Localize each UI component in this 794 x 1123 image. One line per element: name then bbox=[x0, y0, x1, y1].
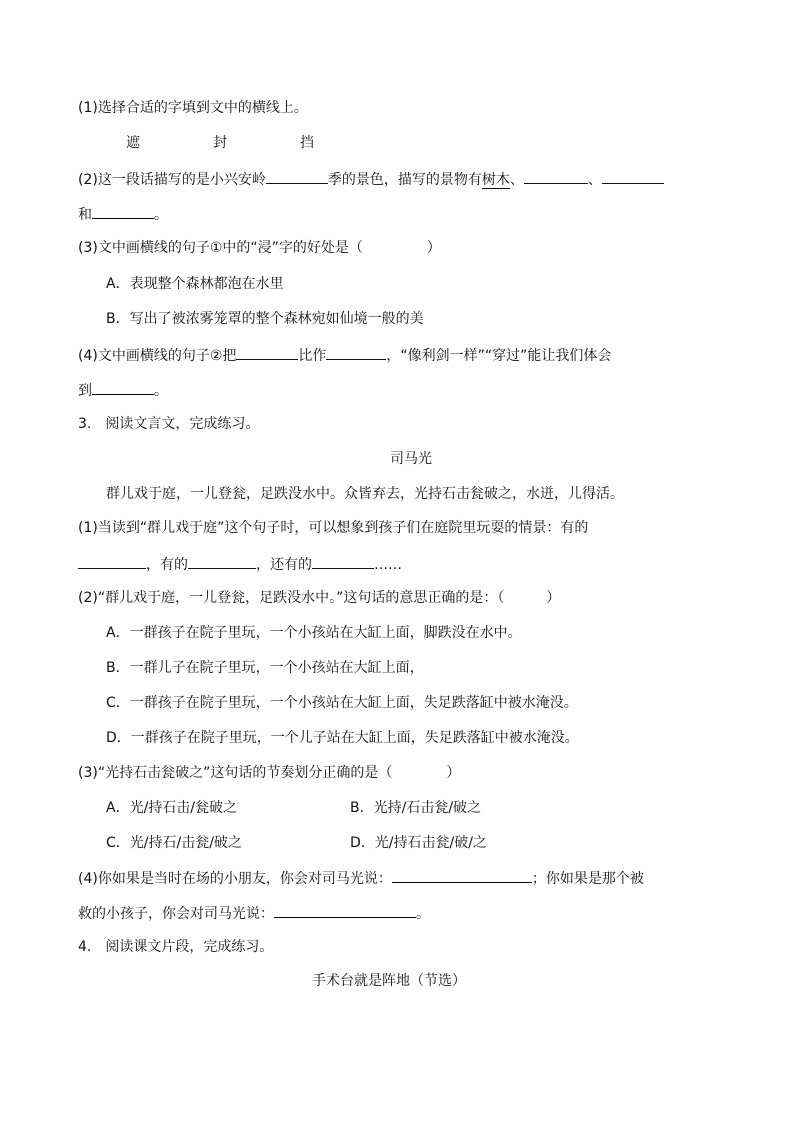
q2-part4-text-c: 比作 bbox=[298, 348, 327, 364]
q3-part3-option-b: B．光持/石击瓮/破之 bbox=[350, 800, 482, 816]
q2-part1-text: 选择合适的字填到文中的横线上。 bbox=[97, 100, 308, 116]
q2-choice-1: 遮 bbox=[126, 135, 140, 151]
q3-part3-close: ） bbox=[446, 765, 461, 781]
q2-part2-blank-2[interactable] bbox=[524, 168, 588, 184]
q3-part4-end: 。 bbox=[416, 906, 430, 922]
q2-part2-blank-season[interactable] bbox=[266, 168, 328, 184]
q2-choice-2: 封 bbox=[213, 135, 227, 151]
q3-part2-option-c: C．一群孩子在院子里玩，一个小孩站在大缸上面，失足跌落缸中被水淹没。 bbox=[106, 695, 578, 711]
q2-choice-3: 挡 bbox=[300, 135, 314, 151]
q3-part1-number: (1) bbox=[78, 520, 98, 536]
q2-part2-and: 和 bbox=[78, 207, 92, 223]
q3-part2 bbox=[78, 588, 560, 608]
q3-part3-option-c: C．光/持石/击瓮/破之 bbox=[106, 835, 242, 851]
q2-part4-end: 。 bbox=[154, 383, 168, 399]
q2-part2-text-b: 季的景色，描写的景物有 bbox=[327, 172, 482, 188]
q2-part4-text-b: 把 bbox=[222, 348, 237, 364]
q3-part1-text: 当读到“群儿戏于庭”这个句子时，可以想象到孩子们在庭院里玩耍的情景：有的 bbox=[97, 520, 589, 536]
q2-part3-close: ） bbox=[426, 240, 441, 256]
q2-part4-text-a: 文中画横线的句子 bbox=[97, 348, 210, 364]
q3-part1-text-c: ，还有的 bbox=[256, 557, 312, 573]
q2-part2-number: (2) bbox=[78, 172, 98, 188]
q2-part2-tree: 树木 bbox=[481, 172, 510, 188]
q3-part4-blank-2[interactable] bbox=[274, 902, 416, 918]
q3-part1-blank-2[interactable] bbox=[188, 553, 256, 569]
q3-part3-number: (3) bbox=[78, 765, 98, 781]
q2-part4-to: 到 bbox=[78, 383, 92, 399]
q2-part2 bbox=[78, 168, 664, 188]
q2-part2-cont bbox=[78, 203, 168, 223]
q2-part4-number: (4) bbox=[78, 348, 98, 364]
q2-part2-sep2: 、 bbox=[587, 172, 602, 188]
q3-part1-ellipsis: …… bbox=[374, 557, 402, 573]
q4-title: 手术台就是阵地（节选） bbox=[312, 973, 466, 989]
q2-part2-blank-3[interactable] bbox=[602, 168, 664, 184]
q2-part3-circle-1: ① bbox=[209, 240, 223, 256]
q2-part3-number: (3) bbox=[78, 240, 98, 256]
q2-part4-blank-2[interactable] bbox=[326, 344, 386, 360]
q2-part1-number: (1) bbox=[78, 100, 98, 116]
q3-part3-text: “光持石击瓮破之”这句话的节奏划分正确的是（ bbox=[97, 765, 393, 781]
q3-part2-close: ） bbox=[546, 590, 561, 606]
q2-part2-sep1: 、 bbox=[509, 172, 524, 188]
q2-part3 bbox=[78, 238, 441, 258]
q3-part1 bbox=[78, 518, 588, 538]
q3-part4-text-b: ；你如果是那个被 bbox=[531, 871, 644, 887]
q3-part1-blank-1[interactable] bbox=[78, 553, 146, 569]
q3-part2-number: (2) bbox=[78, 590, 98, 606]
q2-part3-text-b: 中的“浸”字的好处是（ bbox=[222, 240, 363, 256]
q3-part1-cont bbox=[78, 553, 402, 573]
q2-part2-blank-4[interactable] bbox=[92, 203, 154, 219]
q2-part4-circle-2: ② bbox=[209, 348, 223, 364]
q2-part3-option-b: B．写出了被浓雾笼罩的整个森林宛如仙境一般的美 bbox=[106, 311, 424, 327]
q3-part4 bbox=[78, 867, 644, 887]
q3-part3 bbox=[78, 763, 460, 783]
q3-title: 司马光 bbox=[390, 451, 432, 467]
q3-part4-cont bbox=[78, 902, 430, 922]
q2-part4-text-d: ，“像利剑一样”“穿过”能让我们体会 bbox=[386, 348, 612, 364]
q3-part4-text-c: 救的小孩子，你会对司马光说： bbox=[78, 906, 274, 922]
q3-part2-option-d: D．一群孩子在院子里玩，一个儿子站在大缸上面，失足跌落缸中被水淹没。 bbox=[106, 730, 579, 746]
q3-part1-text-b: ，有的 bbox=[146, 557, 188, 573]
q3-heading: 3. 阅读文言文，完成练习。 bbox=[78, 416, 260, 432]
q3-part4-number: (4) bbox=[78, 871, 98, 887]
q2-part4-blank-1[interactable] bbox=[236, 344, 298, 360]
q3-part3-option-a: A．光/持石击/瓮破之 bbox=[106, 800, 238, 816]
q2-part2-end: 。 bbox=[154, 207, 168, 223]
q2-part4-cont bbox=[78, 379, 168, 399]
q2-part1 bbox=[78, 98, 308, 118]
q3-part2-option-a: A．一群孩子在院子里玩，一个小孩站在大缸上面，脚跌没在水中。 bbox=[106, 625, 522, 641]
q3-part2-text: “群儿戏于庭，一儿登瓮，足跌没水中。”这句话的意思正确的是：（ bbox=[97, 590, 505, 606]
q2-part4 bbox=[78, 344, 611, 364]
q2-part3-option-a: A．表现整个森林都泡在水里 bbox=[106, 276, 284, 292]
q3-part1-blank-3[interactable] bbox=[312, 553, 374, 569]
q2-part3-text-a: 文中画横线的句子 bbox=[97, 240, 210, 256]
q3-part2-option-b: B．一群儿子在院子里玩，一个小孩站在大缸上面， bbox=[106, 660, 424, 676]
q3-passage: 群儿戏于庭，一儿登瓮，足跌没水中。众皆弃去，光持石击瓮破之，水迸，儿得活。 bbox=[106, 486, 624, 502]
q3-part3-option-d: D．光/持石击瓮/破/之 bbox=[350, 835, 487, 851]
q4-heading: 4. 阅读课文片段，完成练习。 bbox=[78, 939, 274, 955]
q3-part4-blank-1[interactable] bbox=[392, 867, 532, 883]
q2-part2-text-a: 这一段话描写的是小兴安岭 bbox=[97, 172, 266, 188]
q2-part4-blank-3[interactable] bbox=[92, 379, 154, 395]
q3-part4-text-a: 你如果是当时在场的小朋友，你会对司马光说： bbox=[97, 871, 392, 887]
